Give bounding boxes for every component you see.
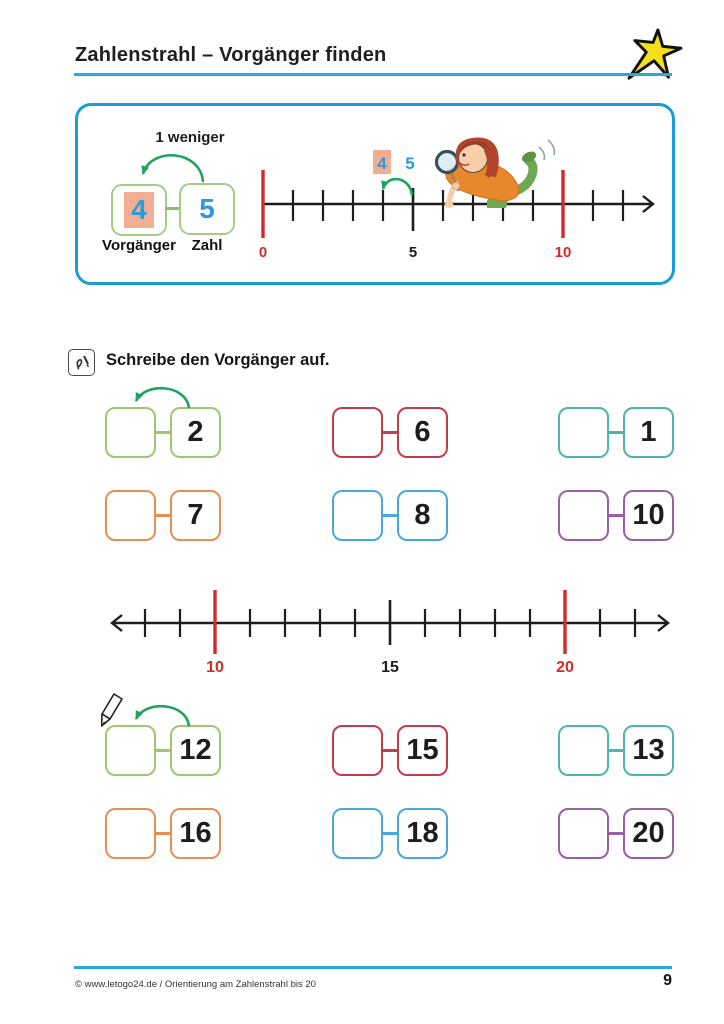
hop-arrow-icon: [383, 179, 412, 195]
exercise-pair: [558, 725, 674, 776]
number-box: [397, 808, 448, 859]
pair-connector: [156, 749, 170, 752]
tick-label-5: 5: [408, 244, 418, 261]
pair-connector: [156, 514, 170, 517]
exercise-pair: [105, 490, 221, 541]
example-number-box: [179, 183, 235, 235]
number-value: 20: [632, 817, 665, 849]
answer-box[interactable]: [105, 808, 156, 859]
exercise-pair: [332, 808, 448, 859]
highlight-square: [124, 192, 154, 228]
number-box: [170, 808, 221, 859]
answer-box[interactable]: [558, 808, 609, 859]
number-value: 1: [640, 416, 657, 448]
number-value: 7: [187, 499, 204, 531]
tick-label-10: 10: [206, 659, 224, 676]
pair-connector: [609, 514, 623, 517]
exercise-pair: [558, 407, 674, 458]
hop-to-value: 4: [377, 154, 387, 173]
tick-label-15: 15: [381, 659, 399, 676]
exercise-pair: [105, 808, 221, 859]
pencil-icon: [101, 692, 125, 730]
hop-from-value: 5: [405, 154, 415, 173]
number-value: 13: [632, 734, 665, 766]
predecessor-label: Vorgänger: [102, 237, 176, 254]
number-box: [623, 725, 674, 776]
number-value: 10: [632, 499, 665, 531]
number-value: 2: [187, 416, 204, 448]
pair-connector: [383, 832, 397, 835]
number-box: [623, 490, 674, 541]
answer-box[interactable]: [558, 407, 609, 458]
one-less-label: 1 weniger: [155, 129, 225, 146]
one-less-arrow-icon: [133, 142, 223, 184]
main-numberline: [100, 585, 680, 680]
task-instruction: Schreibe den Vorgänger auf.: [106, 351, 330, 369]
page-number: 9: [663, 972, 672, 989]
number-value: 18: [406, 817, 439, 849]
minor-ticks: [293, 190, 623, 221]
example-connector: [165, 207, 180, 210]
example-predecessor-value: 4: [131, 194, 147, 225]
number-box: [170, 490, 221, 541]
number-value: 15: [406, 734, 439, 766]
answer-box[interactable]: [332, 725, 383, 776]
girl-illustration: [437, 137, 555, 208]
number-box: [623, 808, 674, 859]
predecessor-arrow-icon: [131, 381, 195, 409]
tick-label-0: 0: [258, 244, 268, 261]
number-value: 12: [179, 734, 212, 766]
pair-connector: [383, 431, 397, 434]
footer-divider: [74, 966, 672, 969]
answer-box[interactable]: [105, 490, 156, 541]
pair-connector: [383, 514, 397, 517]
exercise-pair: [332, 490, 448, 541]
pair-connector: [156, 431, 170, 434]
example-numberline: [253, 131, 668, 281]
answer-box[interactable]: [558, 725, 609, 776]
pair-connector: [383, 749, 397, 752]
number-box: [397, 725, 448, 776]
answer-box[interactable]: [105, 725, 156, 776]
exercise-pair: [332, 407, 448, 458]
answer-box[interactable]: [332, 407, 383, 458]
exercise-pair: [105, 725, 221, 776]
number-value: 6: [414, 416, 431, 448]
pair-connector: [156, 832, 170, 835]
answer-box[interactable]: [332, 490, 383, 541]
exercise-pair: [105, 407, 221, 458]
predecessor-arrow-icon: [131, 699, 195, 727]
number-value: 16: [179, 817, 212, 849]
page-title: Zahlenstrahl – Vorgänger finden: [75, 44, 387, 66]
number-box: [170, 725, 221, 776]
answer-box[interactable]: [332, 808, 383, 859]
pair-connector: [609, 749, 623, 752]
example-predecessor-box: [111, 184, 167, 236]
pair-connector: [609, 832, 623, 835]
answer-box[interactable]: [105, 407, 156, 458]
number-box: [170, 407, 221, 458]
tick-label-20: 20: [556, 659, 574, 676]
number-box: [623, 407, 674, 458]
exercise-pair: [558, 490, 674, 541]
number-box: [397, 490, 448, 541]
answer-box[interactable]: [558, 490, 609, 541]
tick-label-10: 10: [554, 244, 572, 261]
pencil-writing-icon: [68, 349, 95, 376]
number-box: [397, 407, 448, 458]
exercise-pair: [332, 725, 448, 776]
example-box: [75, 103, 675, 285]
header-divider: [74, 73, 672, 76]
footer-credit: © www.letogo24.de / Orientierung am Zahlenstrahl bis 20: [75, 979, 316, 990]
number-label: Zahl: [191, 237, 223, 254]
number-value: 8: [414, 499, 431, 531]
exercise-pair: [558, 808, 674, 859]
pair-connector: [609, 431, 623, 434]
example-number-value: 5: [199, 193, 215, 224]
